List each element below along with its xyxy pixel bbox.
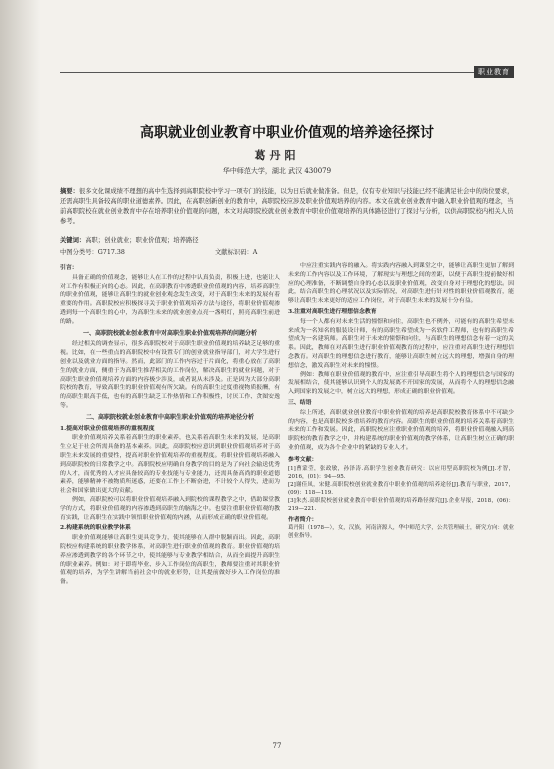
section-tag: 职业教育: [474, 66, 514, 78]
section2-2-paragraph: 职业价值观能够让高职生更具竞争力，使其能够在人群中脱颖而出。因此，高职院校应构建系统的职业教学体系，对高职生进行职业价值观的教育。职业价值观的培养应渗透到教学的各个环节之中，使其能够与专业教学相结合，从而全面提升高职生的职业素养。例如：对于即将毕业、步入工作岗位的高职生，教师要注重对其职业价值观的培养，为学生讲解当前社会中的就业形势，让其提前做好步入工作岗位的准备。: [60, 535, 280, 586]
abstract: [60, 187, 514, 227]
page-header: [0, 0, 554, 78]
author-name: 葛丹阳: [254, 149, 300, 162]
document-code: 文献标识码：A: [215, 249, 258, 256]
article-title: 高职就业创业教育中职业价值观的培养途径探讨: [140, 125, 434, 141]
keywords: [60, 236, 514, 246]
right-paragraph-2: 每一个人都有对未来生活的憧憬和向往，高职生也不例外，可能有的高职生希望未来成为一名知名的服装设计师，有的高职生希望成为一名软件工程师，也有的高职生希望成为一名建筑师。高职生对于未来的憧憬和向往，与高职生的理想信念有着一定的关系。因此，教师在对高职生进行职业价值观教育的过程中，应注重对高职生进行理想信念教育。对高职生的理想信念进行教育，能够让高职生树立远大的理想，增强自身的理想信念，激发高职生对未来的憧憬。: [288, 318, 514, 369]
reference-item-3: [3]朱杰.高职院校创业就业教育中职业价值观的培养路径探究[J].企业导报，2018，(06)：219—221.: [288, 497, 514, 512]
intro-paragraph: 具备正确的价值观念，能够让人在工作的过程中认真负责，积极上进，也能让人对工作有积极正向的心态。因此，在高职教育中渗透职业价值观的内容，培养高职生的职业价值观，能够让高职生的就业创业观念发生改变，对于高职生未来的发展有着重要的作用。高职院校应积极探寻关于职业价值观培养方法与途径，将职业价值观渗透到每一个高职生的心中，为高职生未来的就业创业点亮一盏明灯，照亮高职生前进的路。: [60, 274, 280, 325]
section2-1-paragraph: 职业价值观培养关系着高职生的职业素养，也关系着高职生未来的发展，是高职生立足于社会所需具备的基本素养。因此，高职院校应意识到职业价值观培养对于高职生未来发展的重要性，提高对职业价值观培养的重视程度。将职业价值观培养融入到高职院校的日常教学之中。高职院校应明确自身教学的目的是为了向社会输送优秀的人才，而优秀的人才应具备较高的专业技能与专业能力，还需具备高尚的职业道德素养，能够精神不被物质所迷惑，还要在工作上不断奋进，不计较个人得失，进而为社会和国家做出更大的贡献。: [60, 435, 280, 495]
page-number: 77: [272, 742, 282, 750]
references-heading: 参考文献：: [288, 456, 318, 463]
right-column: [288, 262, 514, 540]
section2-2-heading: 2.构建系统的职业教学体系: [60, 524, 131, 532]
right-paragraph-1: 中应注重实践内容的融入。将实践内容融入到课堂之中，能够让高职生更加了解到未来的工作内容以及工作环境，了解现实与理想之间的差距，以便于高职生提前做好相应的心理准备，不断调整自身的心态以及职业价值观，改变自身对于理想化的想法。因此，结合高职生的心理状况以及实际情况，对高职生进行针对性的职业价值观教育，能够让高职生未来更好的适应工作岗位，对于高职生未来的发展十分有益。: [288, 263, 514, 305]
intro-heading: 引言：: [60, 264, 78, 271]
header-rule: [60, 72, 514, 73]
author-affiliation: 华中师范大学，湖北 武汉 430079: [222, 167, 332, 175]
author-bio-heading: 作者简介：: [288, 516, 318, 523]
section2-1-paragraph-b: 例如，高职院校可以将职业价值观培养融入到院校的课程教学之中，借助课堂教学的方式，将职业价值观的内容渗透到高职生的脑海之中。也要注重职业价值观的教育实践，让高职生在实践中领悟职业价值观的内涵，从而形成正确的职业价值观。: [60, 496, 280, 521]
reference-item-2: [2]谢佳凤，宋健.高职院校创业就业教育中职业价值观的培养途径[J].教育与职业，2017，(09)：118—119.: [288, 481, 514, 496]
conclusion-paragraph: 综上所述，高职就业创业教育中职业价值观的培养是高职院校教育体系中不可缺少的内容，也是高职院校多重培养的教育内容。高职生的职业价值观的培养关系着高职生未来的工作和发展。因此，高职院校应注重职业价值观的培养，将职业价值观融入到高职院校的教育教学之中，并构建系统的职业价值观的教学体系，让高职生树立正确的职业价值观，成为各个企业中的紧缺的专业人才。: [288, 409, 514, 451]
scan-edge-shadow: [0, 0, 40, 769]
author-bio-text: 葛丹阳（1978—），女，汉族，河南济源人，华中师范大学，公共管理硕士，研究方向：就业创业指导。: [288, 525, 514, 540]
section1-paragraph: 经过相关的调查显示，很多高职院校对于高职生职业价值观的培养缺乏足够的重视。比如，在一些重点的高职院校中有设置专门的创业就业指导部门，对大学生进行创业以及就业方面的指导。然而，此部门的工作内容过于片面化，将重心放在了高职生的就业方面，侧重于为高职生推荐相关的工作岗位，解决高职生的就业问题，对于高职生职业价值观培养方面的内容极少涉及，或者说从未涉及。正是因为大部分高职院校的教育，导致高职生的职业价值观有所欠缺。有的高职生过度重视物质报酬，有的高职生眼高手低，也有的高职生缺乏工作热情和工作积极性，讨厌工作、贪图安逸等。: [60, 341, 280, 409]
keywords-label: 关键词：: [60, 237, 86, 244]
keywords-text: 高职；创业就业；职业价值观；培养路径: [85, 237, 199, 244]
abstract-label: 摘要：: [60, 188, 79, 195]
conclusion-heading: 三、结语: [288, 398, 312, 406]
left-column: [60, 262, 280, 587]
classification-number: 中图分类号：G717.38: [60, 249, 125, 256]
reference-item-1: [1]曹蒙莹，张政敏，孙泽涛.高职学生创业教育研究：以应用型高职院校为例[J].才智，2016，(01)：94—95.: [288, 465, 514, 480]
section1-heading: 一、高职院校就业创业教育中对高职生职业价值观培养的问题分析: [82, 329, 257, 337]
section2-heading: 二、高职院校就业创业教育中高职生职业价值观的培养途径分析: [85, 413, 254, 421]
section2-3-heading: 3.注重对高职生进行理想信念教育: [288, 307, 377, 315]
abstract-text: 很多文化课成绩不理想的高中生选择到高职院校中学习一项专门的技能，以为日后就业做准备。但是，仅有专业知识与技能已经不能满足社会中的岗位要求，还需高职生具备较高的职业道德素养。因此，在高职创新创业的教育中，高职院校应涉及职业价值观培养的内容。本文在就业创业教育中融入职业价值观的理念，当前高职院校在就业创业教育中存在培养职业价值观的问题，本文对高职院校就业创业教育中职业价值观培养的具体路径进行了探讨与分析，以供高职院校内相关人员参考。: [60, 188, 514, 225]
section2-1-heading: 1.提高对职业价值观培养的重视程度: [60, 424, 155, 432]
right-paragraph-3: 例如：教师在职业价值观的教育中，应注重引导高职生将个人的理想信念与国家的发展相结合，使其能够认识到个人的发展离不开国家的发展，从而将个人的理想信念融入到国家的发展之中，树立远大的理想，形成正确的职业价值观。: [288, 371, 514, 396]
